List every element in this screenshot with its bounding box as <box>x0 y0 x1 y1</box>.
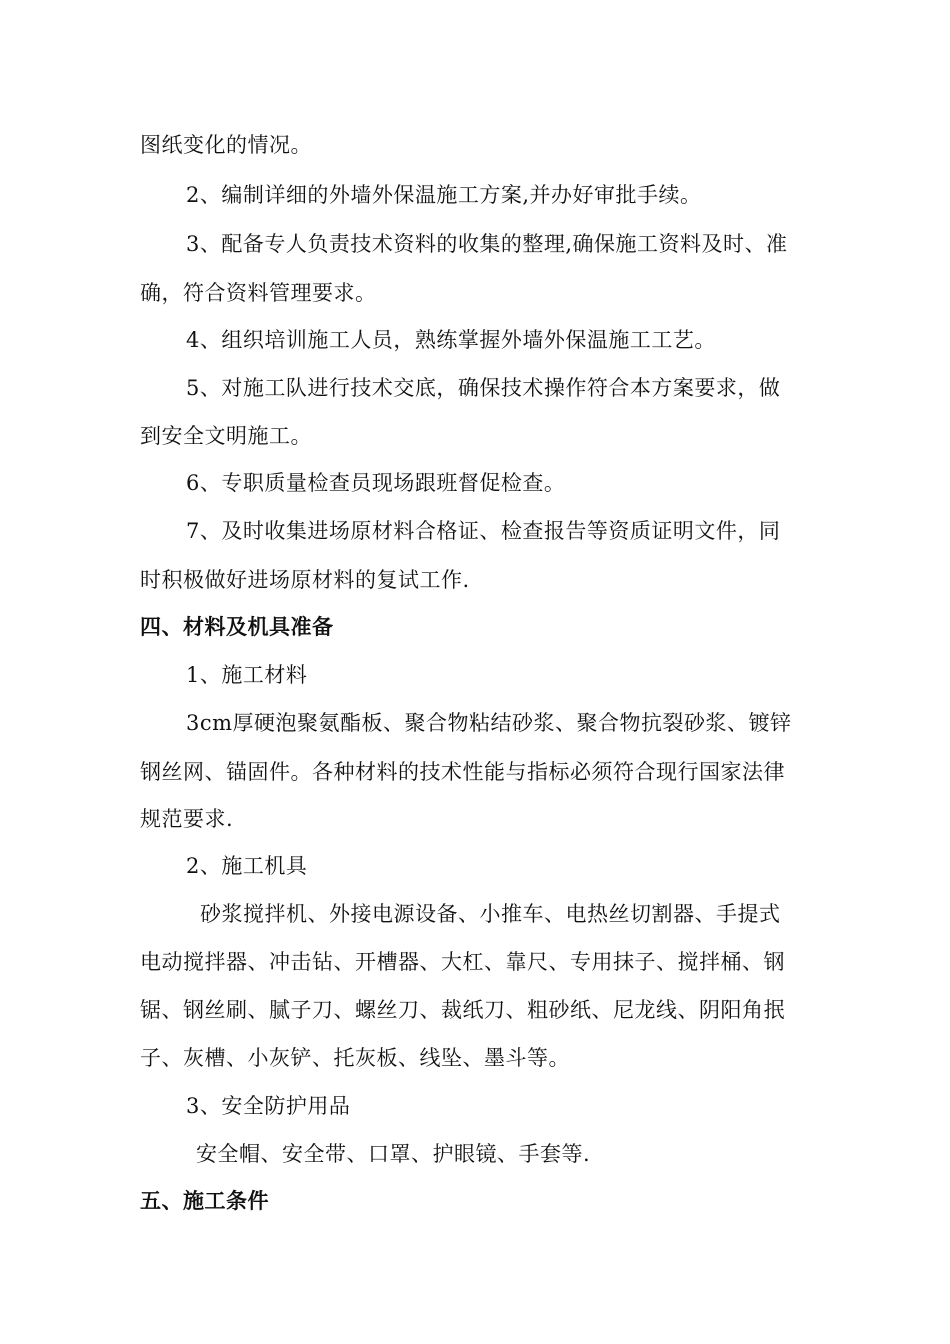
paragraph-line: 4、组织培训施工人员，熟练掌握外墙外保温施工工艺。 <box>186 328 716 352</box>
section-heading: 五、施工条件 <box>140 1189 269 1213</box>
paragraph-line: 图纸变化的情况。 <box>140 133 312 157</box>
section-heading: 四、材料及机具准备 <box>140 615 334 639</box>
paragraph-line: 安全帽、安全带、口罩、护眼镜、手套等. <box>196 1142 591 1166</box>
paragraph-line: 子、灰槽、小灰铲、托灰板、线坠、墨斗等。 <box>140 1046 570 1070</box>
paragraph-line: 钢丝网、锚固件。各种材料的技术性能与指标必须符合现行国家法律 <box>140 760 785 784</box>
subsection-heading: 2、施工机具 <box>186 854 308 878</box>
subsection-heading: 1、施工材料 <box>186 663 308 687</box>
paragraph-line: 电动搅拌器、冲击钻、开槽器、大杠、靠尺、专用抹子、搅拌桶、钢 <box>140 950 785 974</box>
paragraph-line: 3、配备专人负责技术资料的收集的整理,确保施工资料及时、准 <box>186 232 788 256</box>
paragraph-line: 2、编制详细的外墙外保温施工方案,并办好审批手续。 <box>186 183 702 207</box>
paragraph-line: 锯、钢丝刷、腻子刀、螺丝刀、裁纸刀、粗砂纸、尼龙线、阴阳角抿 <box>140 998 785 1022</box>
subsection-heading: 3、安全防护用品 <box>186 1094 351 1118</box>
paragraph-line: 7、及时收集进场原材料合格证、检查报告等资质证明文件，同 <box>186 519 781 543</box>
paragraph-line: 6、专职质量检查员现场跟班督促检查。 <box>186 471 566 495</box>
paragraph-line: 规范要求. <box>140 807 234 831</box>
paragraph-line: 5、对施工队进行技术交底，确保技术操作符合本方案要求，做 <box>186 376 781 400</box>
paragraph-line: 时积极做好进场原材料的复试工作. <box>140 568 470 592</box>
paragraph-line: 确，符合资料管理要求。 <box>140 281 377 305</box>
paragraph-line: 砂浆搅拌机、外接电源设备、小推车、电热丝切割器、手提式 <box>200 902 781 926</box>
paragraph-line: 3cm厚硬泡聚氨酯板、聚合物粘结砂浆、聚合物抗裂砂浆、镀锌 <box>186 711 792 735</box>
paragraph-line: 到安全文明施工。 <box>140 424 312 448</box>
